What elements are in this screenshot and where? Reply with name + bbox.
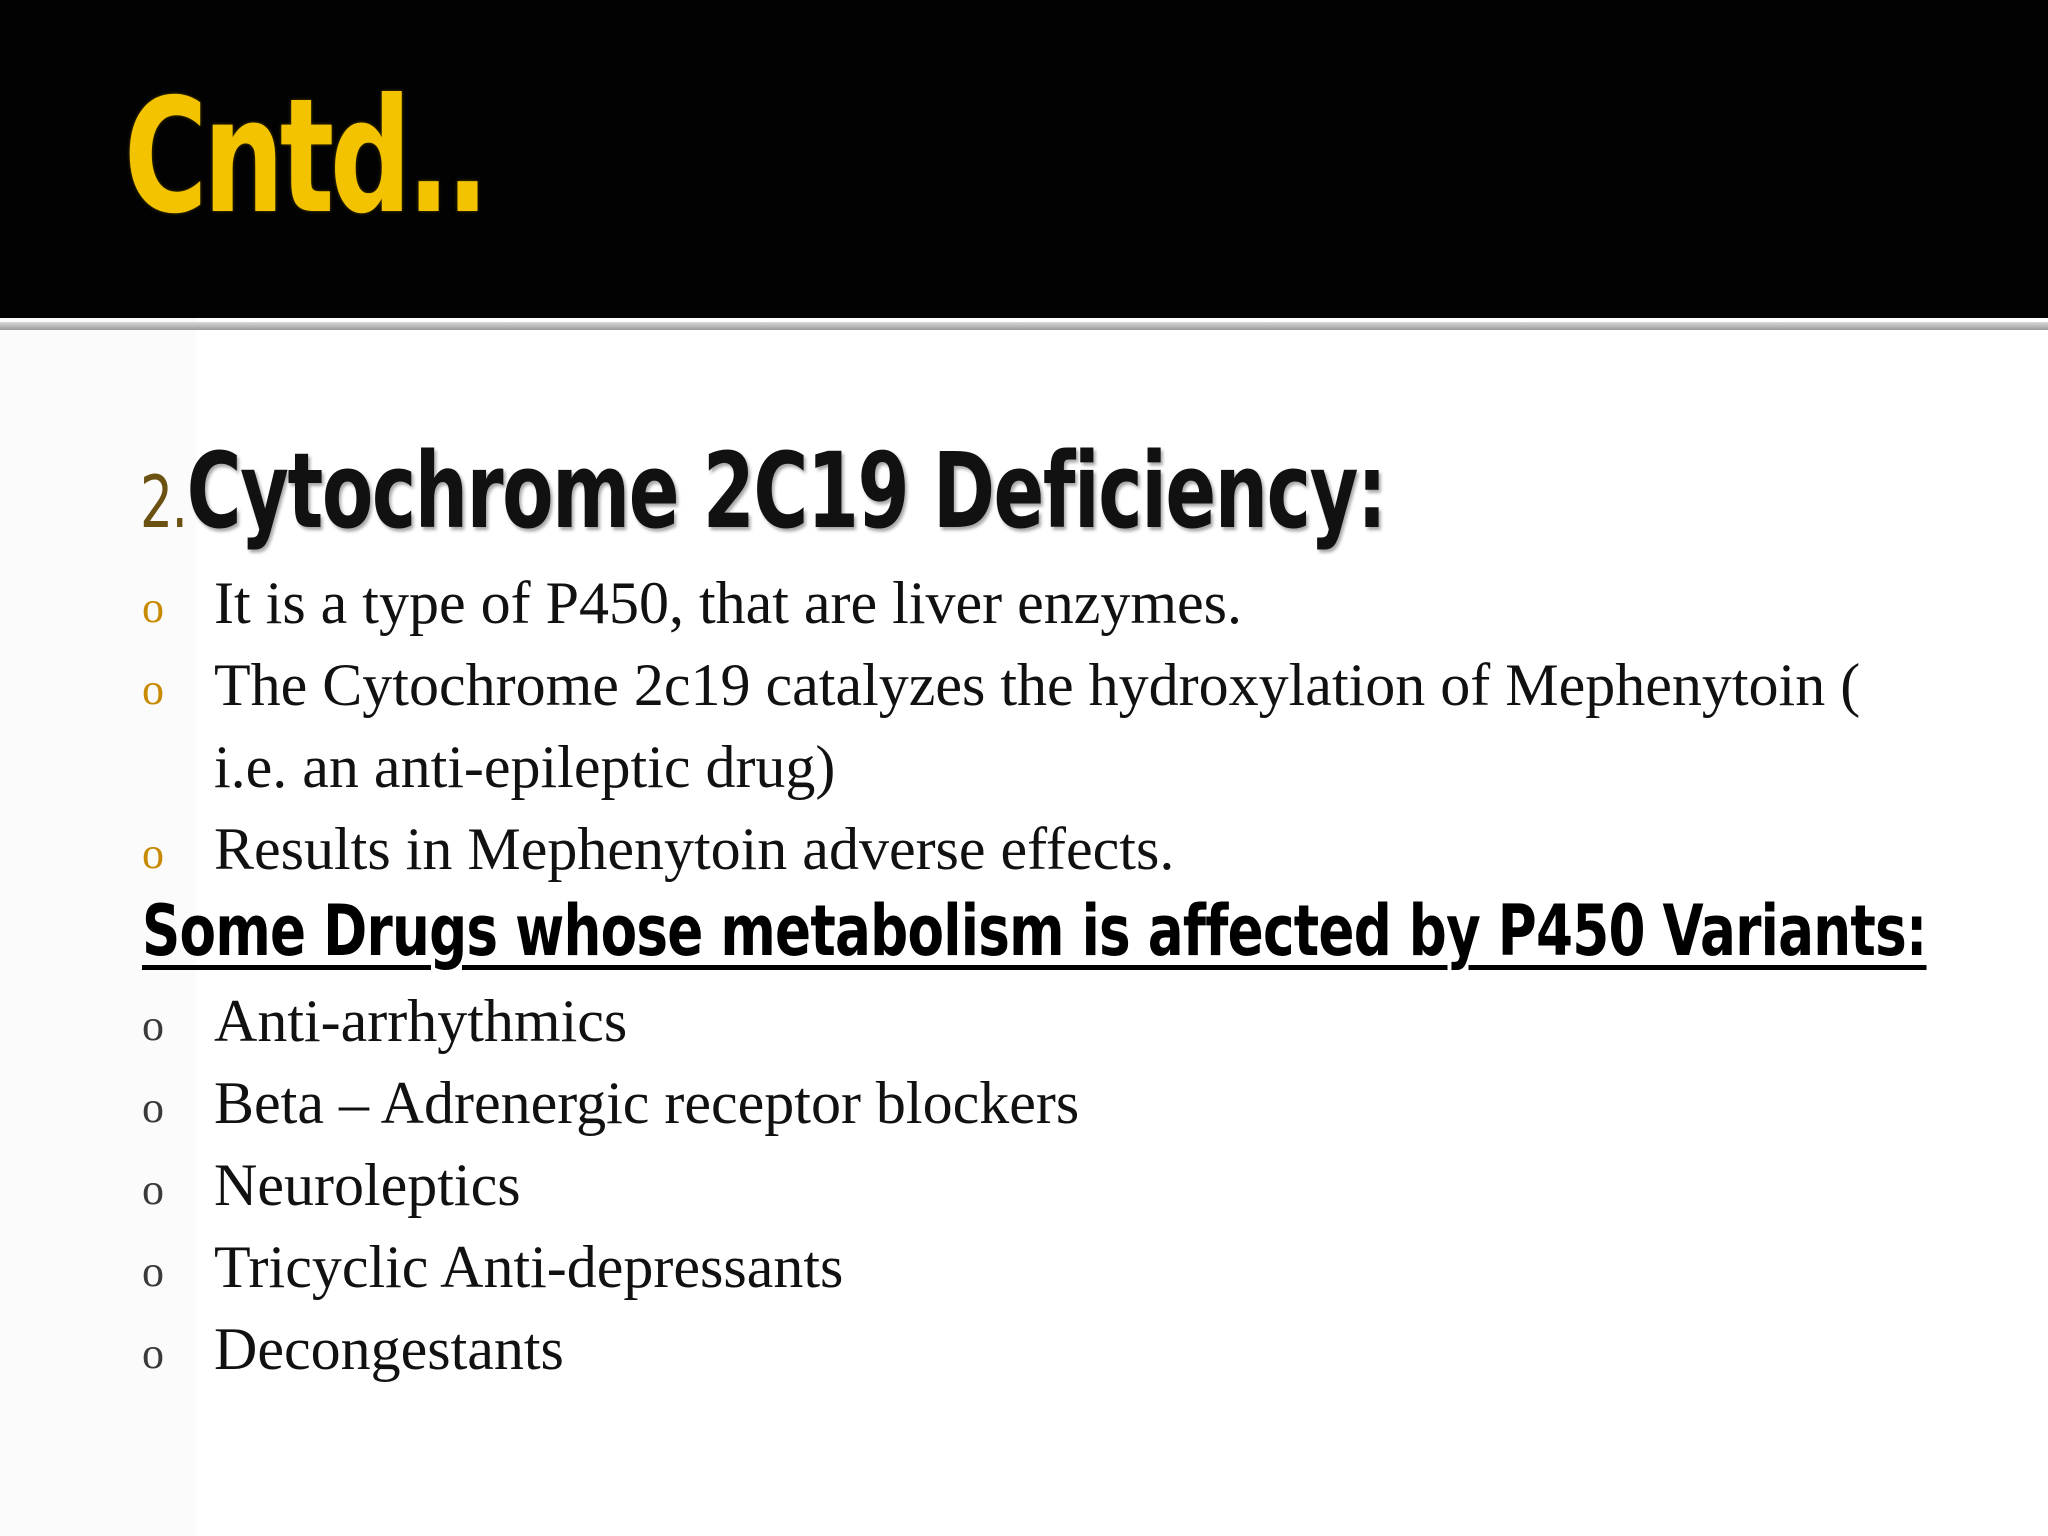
slide-title: Cntd.. bbox=[124, 65, 485, 249]
list-item bbox=[140, 980, 1940, 1062]
list-item bbox=[140, 562, 1940, 644]
section-title: Cytochrome 2C19 Deficiency: bbox=[186, 430, 1386, 552]
drugs-heading: Some Drugs whose metabolism is affected by P450 Variants: bbox=[142, 890, 1927, 972]
list-item bbox=[140, 1062, 1940, 1144]
section-heading bbox=[140, 430, 1385, 552]
title-bar bbox=[0, 0, 2048, 318]
list-item bbox=[140, 1144, 1940, 1226]
list-item bbox=[140, 1226, 1940, 1308]
drug-text: Neuroleptics bbox=[214, 1152, 521, 1218]
bullet-circle-icon: o bbox=[142, 829, 164, 878]
bullet-circle-icon: o bbox=[142, 1001, 164, 1050]
drug-text: Tricyclic Anti-depressants bbox=[214, 1234, 844, 1300]
section-number: 2. bbox=[140, 460, 187, 544]
drug-text: Beta – Adrenergic receptor blockers bbox=[214, 1070, 1080, 1136]
bullet-circle-icon: o bbox=[142, 1247, 164, 1296]
point-text: It is a type of P450, that are liver enzymes. bbox=[214, 570, 1243, 636]
bullet-circle-icon: o bbox=[142, 1083, 164, 1132]
title-divider bbox=[0, 322, 2048, 330]
drug-text: Anti-arrhythmics bbox=[214, 988, 628, 1054]
list-item bbox=[140, 1308, 1940, 1390]
points-list bbox=[140, 562, 1940, 890]
bullet-circle-icon: o bbox=[142, 583, 164, 632]
drug-text: Decongestants bbox=[214, 1316, 564, 1382]
bullet-circle-icon: o bbox=[142, 1329, 164, 1378]
bullet-circle-icon: o bbox=[142, 1165, 164, 1214]
list-item bbox=[140, 644, 1940, 808]
point-text: The Cytochrome 2c19 catalyzes the hydroxylation of Mephenytoin ( i.e. an anti-epileptic drug) bbox=[214, 652, 1861, 800]
point-text: Results in Mephenytoin adverse effects. bbox=[214, 816, 1175, 882]
bullet-circle-icon: o bbox=[142, 665, 164, 714]
list-item bbox=[140, 808, 1940, 890]
drugs-list bbox=[140, 980, 1940, 1390]
